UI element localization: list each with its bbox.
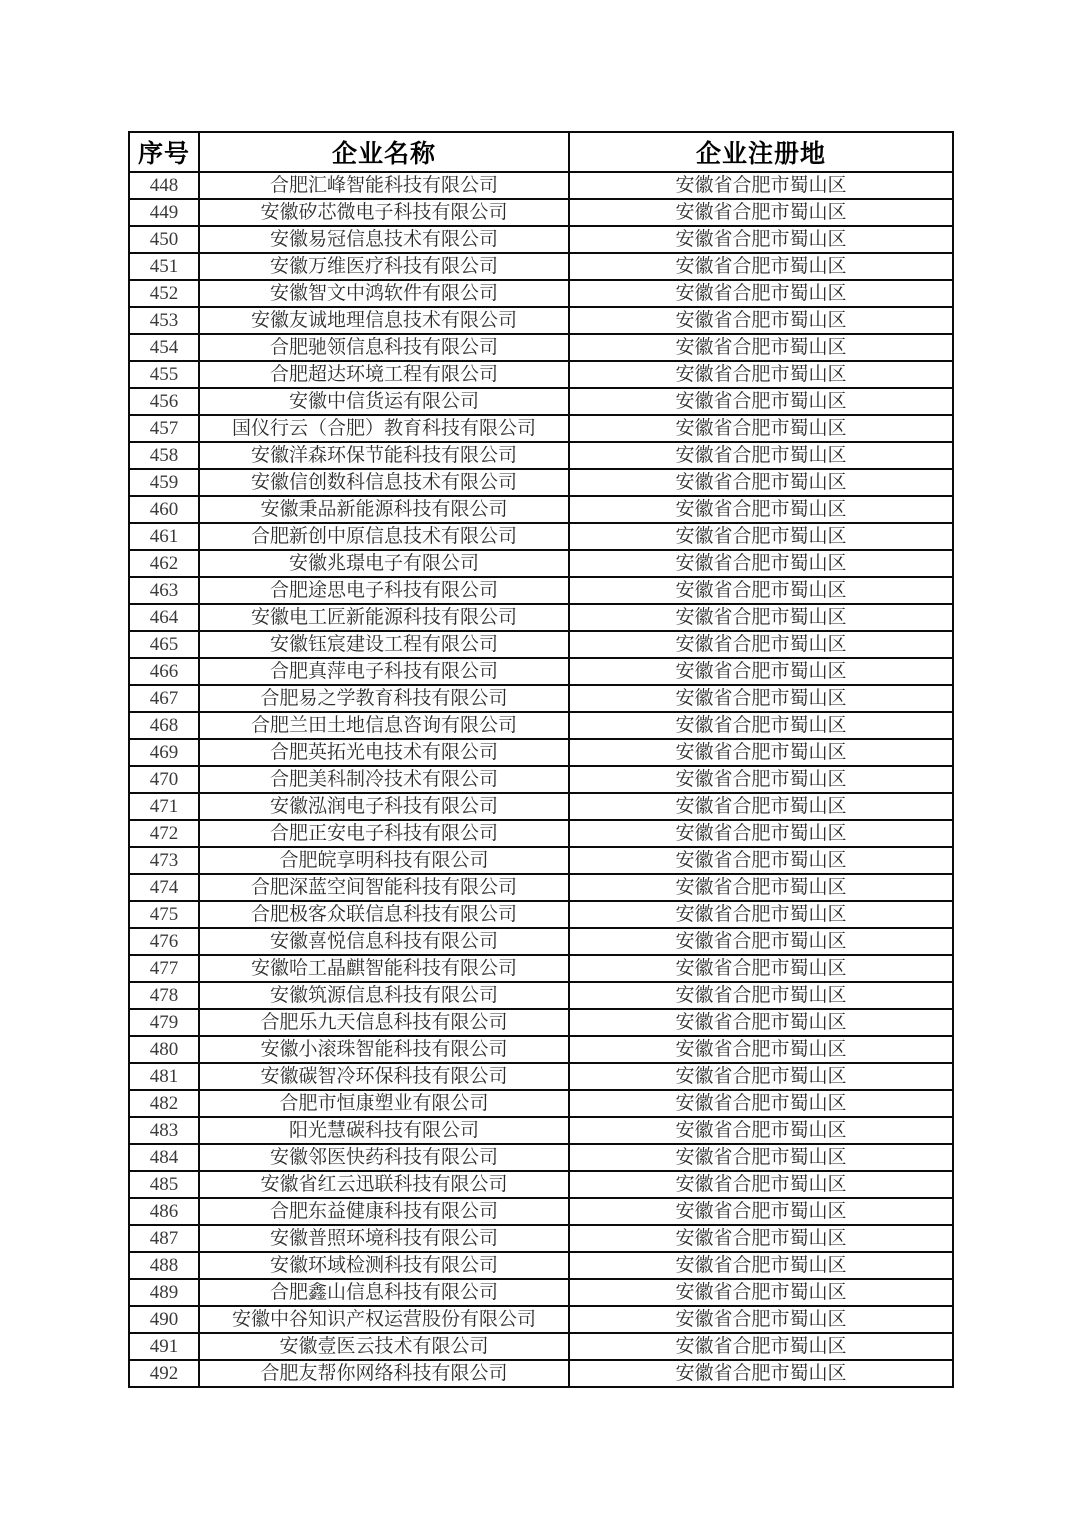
table-row	[129, 1252, 953, 1279]
serial-number-cell: 463	[129, 577, 199, 604]
table-row	[129, 199, 953, 226]
company-name-cell: 安徽哈工晶麒智能科技有限公司	[199, 955, 569, 982]
registration-location-cell: 安徽省合肥市蜀山区	[569, 712, 953, 739]
company-name-cell: 安徽碳智冷环保科技有限公司	[199, 1063, 569, 1090]
serial-number-cell: 452	[129, 280, 199, 307]
company-name-cell: 合肥易之学教育科技有限公司	[199, 685, 569, 712]
company-registry-table	[128, 131, 954, 1388]
company-name-cell: 安徽智文中鸿软件有限公司	[199, 280, 569, 307]
registration-location-cell: 安徽省合肥市蜀山区	[569, 1063, 953, 1090]
table-row	[129, 1279, 953, 1306]
table-row	[129, 550, 953, 577]
company-name-cell: 安徽邻医快药科技有限公司	[199, 1144, 569, 1171]
registration-location-cell: 安徽省合肥市蜀山区	[569, 334, 953, 361]
registration-location-cell: 安徽省合肥市蜀山区	[569, 847, 953, 874]
table-row	[129, 226, 953, 253]
serial-number-cell: 481	[129, 1063, 199, 1090]
table-row	[129, 307, 953, 334]
registration-location-cell: 安徽省合肥市蜀山区	[569, 172, 953, 199]
table-row	[129, 847, 953, 874]
table-row	[129, 955, 953, 982]
serial-number-cell: 449	[129, 199, 199, 226]
table-row	[129, 415, 953, 442]
company-name-cell: 安徽小滚珠智能科技有限公司	[199, 1036, 569, 1063]
company-name-cell: 阳光慧碳科技有限公司	[199, 1117, 569, 1144]
registration-location-cell: 安徽省合肥市蜀山区	[569, 928, 953, 955]
company-name-cell: 合肥友帮你网络科技有限公司	[199, 1360, 569, 1387]
serial-number-cell: 458	[129, 442, 199, 469]
table-row	[129, 874, 953, 901]
serial-number-cell: 454	[129, 334, 199, 361]
registration-location-cell: 安徽省合肥市蜀山区	[569, 631, 953, 658]
company-name-cell: 合肥深蓝空间智能科技有限公司	[199, 874, 569, 901]
serial-number-cell: 469	[129, 739, 199, 766]
serial-number-cell: 477	[129, 955, 199, 982]
serial-number-cell: 459	[129, 469, 199, 496]
registration-location-cell: 安徽省合肥市蜀山区	[569, 658, 953, 685]
company-name-cell: 安徽中信货运有限公司	[199, 388, 569, 415]
company-name-cell: 合肥超达环境工程有限公司	[199, 361, 569, 388]
registration-location-cell: 安徽省合肥市蜀山区	[569, 1306, 953, 1333]
registration-location-cell: 安徽省合肥市蜀山区	[569, 577, 953, 604]
table-row	[129, 766, 953, 793]
registration-location-cell: 安徽省合肥市蜀山区	[569, 955, 953, 982]
company-name-cell: 合肥真萍电子科技有限公司	[199, 658, 569, 685]
company-name-cell: 国仪行云（合肥）教育科技有限公司	[199, 415, 569, 442]
company-name-cell: 安徽喜悦信息科技有限公司	[199, 928, 569, 955]
registration-location-cell: 安徽省合肥市蜀山区	[569, 982, 953, 1009]
company-name-cell: 合肥东益健康科技有限公司	[199, 1198, 569, 1225]
table-row	[129, 793, 953, 820]
serial-number-cell: 460	[129, 496, 199, 523]
table-row	[129, 1333, 953, 1360]
registration-location-cell: 安徽省合肥市蜀山区	[569, 1009, 953, 1036]
serial-number-cell: 456	[129, 388, 199, 415]
table-row	[129, 928, 953, 955]
company-name-cell: 安徽万维医疗科技有限公司	[199, 253, 569, 280]
table-body	[129, 172, 953, 1387]
serial-number-cell: 490	[129, 1306, 199, 1333]
company-name-cell: 合肥英拓光电技术有限公司	[199, 739, 569, 766]
registration-location-cell: 安徽省合肥市蜀山区	[569, 685, 953, 712]
serial-number-cell: 482	[129, 1090, 199, 1117]
registration-location-cell: 安徽省合肥市蜀山区	[569, 361, 953, 388]
registration-location-cell: 安徽省合肥市蜀山区	[569, 1090, 953, 1117]
registration-location-cell: 安徽省合肥市蜀山区	[569, 1036, 953, 1063]
serial-number-cell: 474	[129, 874, 199, 901]
company-name-cell: 合肥皖享明科技有限公司	[199, 847, 569, 874]
company-name-cell: 合肥途思电子科技有限公司	[199, 577, 569, 604]
registration-location-cell: 安徽省合肥市蜀山区	[569, 604, 953, 631]
table-row	[129, 1171, 953, 1198]
serial-number-cell: 451	[129, 253, 199, 280]
company-name-cell: 安徽普照环境科技有限公司	[199, 1225, 569, 1252]
table-row	[129, 334, 953, 361]
serial-number-cell: 488	[129, 1252, 199, 1279]
company-name-cell: 合肥汇峰智能科技有限公司	[199, 172, 569, 199]
table-row	[129, 361, 953, 388]
column-header-registration-location: 企业注册地	[569, 132, 953, 172]
serial-number-cell: 479	[129, 1009, 199, 1036]
company-name-cell: 合肥鑫山信息科技有限公司	[199, 1279, 569, 1306]
registration-location-cell: 安徽省合肥市蜀山区	[569, 388, 953, 415]
company-name-cell: 安徽秉品新能源科技有限公司	[199, 496, 569, 523]
table-row	[129, 604, 953, 631]
serial-number-cell: 466	[129, 658, 199, 685]
registration-location-cell: 安徽省合肥市蜀山区	[569, 226, 953, 253]
registration-location-cell: 安徽省合肥市蜀山区	[569, 820, 953, 847]
serial-number-cell: 461	[129, 523, 199, 550]
serial-number-cell: 475	[129, 901, 199, 928]
serial-number-cell: 472	[129, 820, 199, 847]
registration-location-cell: 安徽省合肥市蜀山区	[569, 1333, 953, 1360]
registration-location-cell: 安徽省合肥市蜀山区	[569, 874, 953, 901]
company-name-cell: 安徽兆璟电子有限公司	[199, 550, 569, 577]
table-row	[129, 1225, 953, 1252]
table-row	[129, 1063, 953, 1090]
serial-number-cell: 480	[129, 1036, 199, 1063]
company-name-cell: 安徽中谷知识产权运营股份有限公司	[199, 1306, 569, 1333]
registration-location-cell: 安徽省合肥市蜀山区	[569, 766, 953, 793]
table-row	[129, 253, 953, 280]
registration-location-cell: 安徽省合肥市蜀山区	[569, 199, 953, 226]
serial-number-cell: 467	[129, 685, 199, 712]
registration-location-cell: 安徽省合肥市蜀山区	[569, 550, 953, 577]
registration-location-cell: 安徽省合肥市蜀山区	[569, 901, 953, 928]
table-row	[129, 523, 953, 550]
serial-number-cell: 492	[129, 1360, 199, 1387]
serial-number-cell: 455	[129, 361, 199, 388]
table-row	[129, 577, 953, 604]
column-header-company-name: 企业名称	[199, 132, 569, 172]
registration-location-cell: 安徽省合肥市蜀山区	[569, 1252, 953, 1279]
table-row	[129, 1306, 953, 1333]
serial-number-cell: 483	[129, 1117, 199, 1144]
registration-location-cell: 安徽省合肥市蜀山区	[569, 523, 953, 550]
registration-location-cell: 安徽省合肥市蜀山区	[569, 1279, 953, 1306]
company-name-cell: 合肥美科制冷技术有限公司	[199, 766, 569, 793]
serial-number-cell: 484	[129, 1144, 199, 1171]
table-row	[129, 442, 953, 469]
table-row	[129, 496, 953, 523]
table-row	[129, 685, 953, 712]
serial-number-cell: 491	[129, 1333, 199, 1360]
table-row	[129, 982, 953, 1009]
table-row	[129, 712, 953, 739]
serial-number-cell: 470	[129, 766, 199, 793]
registration-location-cell: 安徽省合肥市蜀山区	[569, 739, 953, 766]
company-name-cell: 安徽钰宸建设工程有限公司	[199, 631, 569, 658]
company-name-cell: 合肥极客众联信息科技有限公司	[199, 901, 569, 928]
registration-location-cell: 安徽省合肥市蜀山区	[569, 793, 953, 820]
table-row	[129, 1144, 953, 1171]
company-name-cell: 安徽筑源信息科技有限公司	[199, 982, 569, 1009]
company-name-cell: 合肥新创中原信息技术有限公司	[199, 523, 569, 550]
table-row	[129, 820, 953, 847]
serial-number-cell: 453	[129, 307, 199, 334]
table-row	[129, 1090, 953, 1117]
company-name-cell: 合肥市恒康塑业有限公司	[199, 1090, 569, 1117]
company-name-cell: 合肥驰领信息科技有限公司	[199, 334, 569, 361]
column-header-serial-number: 序号	[129, 132, 199, 172]
serial-number-cell: 485	[129, 1171, 199, 1198]
table-row	[129, 1117, 953, 1144]
registration-location-cell: 安徽省合肥市蜀山区	[569, 280, 953, 307]
registration-location-cell: 安徽省合肥市蜀山区	[569, 1198, 953, 1225]
company-name-cell: 安徽电工匠新能源科技有限公司	[199, 604, 569, 631]
serial-number-cell: 476	[129, 928, 199, 955]
serial-number-cell: 457	[129, 415, 199, 442]
registration-location-cell: 安徽省合肥市蜀山区	[569, 496, 953, 523]
company-name-cell: 安徽信创数科信息技术有限公司	[199, 469, 569, 496]
table-row	[129, 1198, 953, 1225]
company-name-cell: 合肥正安电子科技有限公司	[199, 820, 569, 847]
registration-location-cell: 安徽省合肥市蜀山区	[569, 253, 953, 280]
serial-number-cell: 450	[129, 226, 199, 253]
registration-location-cell: 安徽省合肥市蜀山区	[569, 1360, 953, 1387]
table-row	[129, 1360, 953, 1387]
table-row	[129, 901, 953, 928]
registration-location-cell: 安徽省合肥市蜀山区	[569, 469, 953, 496]
registration-location-cell: 安徽省合肥市蜀山区	[569, 415, 953, 442]
table-row	[129, 1036, 953, 1063]
company-name-cell: 安徽省红云迅联科技有限公司	[199, 1171, 569, 1198]
registration-location-cell: 安徽省合肥市蜀山区	[569, 1171, 953, 1198]
serial-number-cell: 486	[129, 1198, 199, 1225]
serial-number-cell: 465	[129, 631, 199, 658]
table-row	[129, 1009, 953, 1036]
serial-number-cell: 471	[129, 793, 199, 820]
company-name-cell: 合肥兰田土地信息咨询有限公司	[199, 712, 569, 739]
table-row	[129, 658, 953, 685]
table-row	[129, 631, 953, 658]
company-name-cell: 安徽壹医云技术有限公司	[199, 1333, 569, 1360]
company-name-cell: 安徽易冠信息技术有限公司	[199, 226, 569, 253]
serial-number-cell: 462	[129, 550, 199, 577]
table-row	[129, 469, 953, 496]
company-name-cell: 合肥乐九天信息科技有限公司	[199, 1009, 569, 1036]
table-row	[129, 280, 953, 307]
company-name-cell: 安徽洋森环保节能科技有限公司	[199, 442, 569, 469]
serial-number-cell: 473	[129, 847, 199, 874]
table-header-row	[129, 132, 953, 172]
company-name-cell: 安徽泓润电子科技有限公司	[199, 793, 569, 820]
registration-location-cell: 安徽省合肥市蜀山区	[569, 1144, 953, 1171]
serial-number-cell: 464	[129, 604, 199, 631]
company-name-cell: 安徽环域检测科技有限公司	[199, 1252, 569, 1279]
serial-number-cell: 448	[129, 172, 199, 199]
table-row	[129, 172, 953, 199]
registration-location-cell: 安徽省合肥市蜀山区	[569, 1117, 953, 1144]
serial-number-cell: 478	[129, 982, 199, 1009]
registration-location-cell: 安徽省合肥市蜀山区	[569, 307, 953, 334]
serial-number-cell: 487	[129, 1225, 199, 1252]
registration-location-cell: 安徽省合肥市蜀山区	[569, 442, 953, 469]
company-name-cell: 安徽矽芯微电子科技有限公司	[199, 199, 569, 226]
serial-number-cell: 468	[129, 712, 199, 739]
serial-number-cell: 489	[129, 1279, 199, 1306]
company-name-cell: 安徽友诚地理信息技术有限公司	[199, 307, 569, 334]
registration-location-cell: 安徽省合肥市蜀山区	[569, 1225, 953, 1252]
table-row	[129, 739, 953, 766]
table-row	[129, 388, 953, 415]
